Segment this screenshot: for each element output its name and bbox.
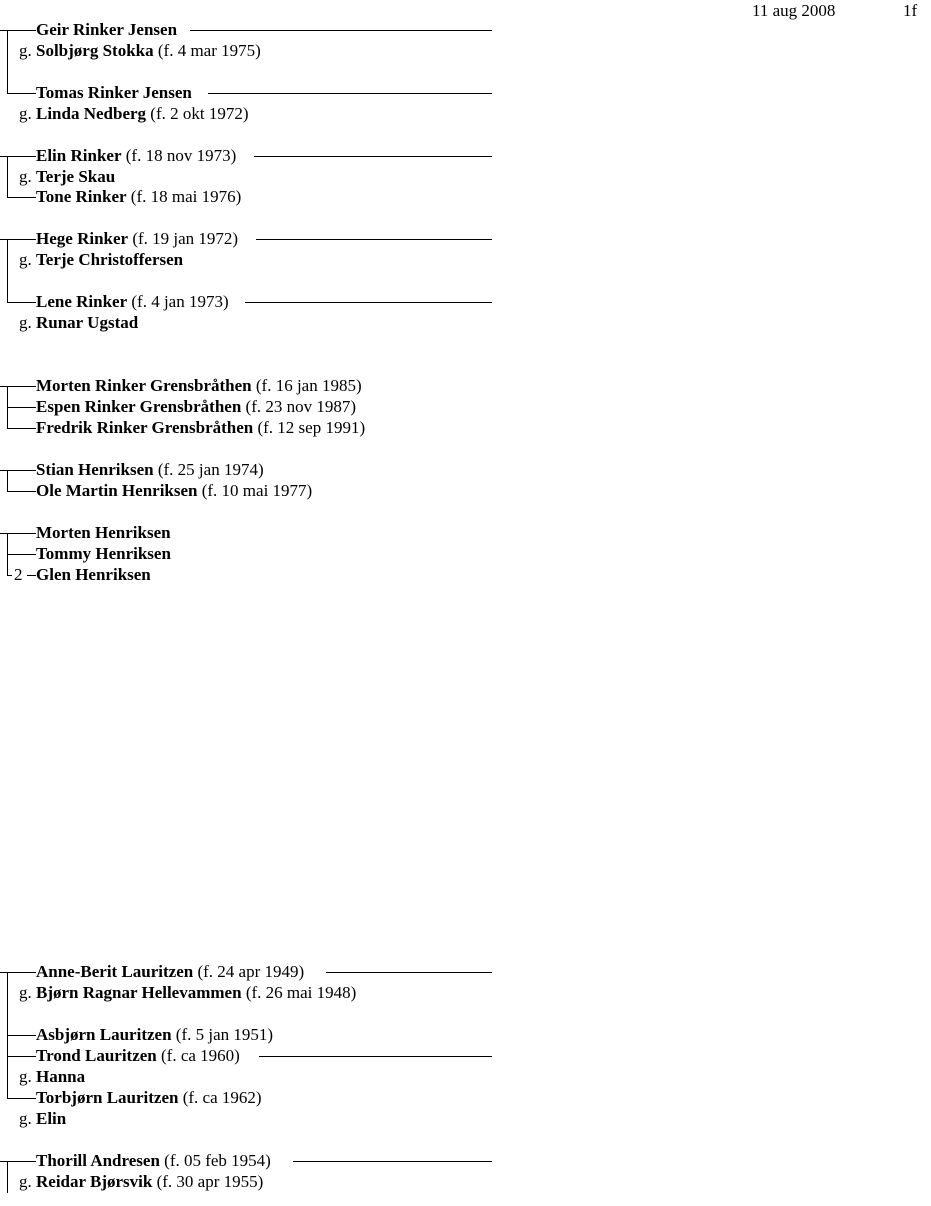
birth-info: (f. 5 jan 1951) [175,1025,274,1044]
tree-connector [7,30,8,94]
tree-connector [7,1035,36,1036]
tree-connector [7,239,8,303]
birth-info: (f. 10 mai 1977) [201,481,313,500]
person-entry [36,397,356,417]
tree-connector [0,30,36,31]
birth-info: (f. 4 mar 1975) [157,41,261,60]
spouse-prefix: g. [19,167,32,186]
person-entry [36,376,362,396]
person-name: Elin Rinker [36,146,122,165]
birth-info: (f. 4 jan 1973) [131,292,229,311]
tree-connector [7,1161,8,1193]
birth-info: (f. 19 jan 1972) [132,229,239,248]
tree-connector [7,156,8,198]
print-date: 11 aug 2008 [752,1,836,20]
tree-connector [7,470,8,491]
spouse-entry [36,104,249,124]
descendant-line [293,1161,492,1162]
spouse-entry [36,1067,85,1087]
person-name: Hege Rinker [36,229,129,248]
person-name: Hanna [36,1067,86,1086]
person-entry [36,544,171,564]
spouse-prefix: g. [19,983,32,1002]
tree-connector [7,554,36,555]
person-entry [36,418,365,438]
spouse-prefix: g. [19,1172,32,1191]
spouse-prefix: g. [19,1109,32,1128]
tree-connector [0,470,36,471]
spouse-prefix: g. [19,250,32,269]
birth-info: (f. ca 1960) [161,1046,240,1065]
person-entry [36,187,241,207]
birth-info: (f. 25 jan 1974) [157,460,264,479]
birth-info: (f. 12 sep 1991) [257,418,366,437]
person-name: Thorill Andresen [36,1151,160,1170]
person-entry [36,565,151,585]
person-name: Torbjørn Lauritzen [36,1088,179,1107]
birth-info: (f. 05 feb 1954) [164,1151,271,1170]
descendant-line [245,302,492,303]
person-name: Fredrik Rinker Grensbråthen [36,418,254,437]
tree-connector [0,239,36,240]
person-name: Morten Henriksen [36,523,171,542]
tree-connector [0,972,36,973]
descendant-line [256,239,492,240]
person-entry [36,229,238,249]
birth-info: (f. ca 1962) [182,1088,262,1107]
birth-info: (f. 18 mai 1976) [130,187,242,206]
person-name: Tomas Rinker Jensen [36,83,192,102]
tree-connector [7,197,36,198]
spouse-entry [36,1172,263,1192]
person-name: Elin [36,1109,67,1128]
tree-connector [7,93,36,94]
spouse-entry [36,250,183,270]
person-name: Lene Rinker [36,292,128,311]
person-name: Ole Martin Henriksen [36,481,198,500]
birth-info: (f. 24 apr 1949) [197,962,305,981]
person-name: Linda Nedberg [36,104,147,123]
branch-number: 2 [14,565,23,584]
spouse-prefix: g. [19,104,32,123]
person-name: Reidar Bjørsvik [36,1172,153,1191]
person-entry [36,481,312,501]
page-number: 1f [903,1,918,20]
person-name: Bjørn Ragnar Hellevammen [36,983,242,1002]
tree-connector [7,575,12,576]
person-name: Glen Henriksen [36,565,151,584]
birth-info: (f. 18 nov 1973) [125,146,237,165]
person-entry [36,962,304,982]
person-name: Stian Henriksen [36,460,154,479]
spouse-entry [36,167,115,187]
person-entry [36,1088,262,1108]
person-name: Morten Rinker Grensbråthen [36,376,252,395]
person-entry [36,146,236,166]
person-name: Solbjørg Stokka [36,41,154,60]
person-entry [36,292,229,312]
person-name: Tommy Henriksen [36,544,171,563]
person-name: Terje Skau [36,167,116,186]
tree-connector [7,1056,36,1057]
person-entry [36,1025,273,1045]
spouse-entry [36,313,138,333]
birth-info: (f. 26 mai 1948) [245,983,357,1002]
person-name: Geir Rinker Jensen [36,20,178,39]
tree-connector [0,1161,36,1162]
birth-info: (f. 23 nov 1987) [245,397,357,416]
spouse-prefix: g. [19,313,32,332]
descendant-line [190,30,492,31]
person-name: Anne-Berit Lauritzen [36,962,194,981]
person-name: Tone Rinker [36,187,127,206]
tree-connector [27,575,36,576]
birth-info: (f. 30 apr 1955) [156,1172,264,1191]
descendant-line [259,1056,492,1057]
birth-info: (f. 16 jan 1985) [255,376,362,395]
birth-info: (f. 2 okt 1972) [150,104,249,123]
spouse-prefix: g. [19,41,32,60]
person-name: Asbjørn Lauritzen [36,1025,172,1044]
tree-connector [7,407,36,408]
spouse-entry [36,983,356,1003]
tree-connector [7,302,36,303]
spouse-prefix: g. [19,1067,32,1086]
person-entry [36,523,171,543]
tree-connector [0,533,36,534]
descendant-line [254,156,492,157]
person-name: Terje Christoffersen [36,250,184,269]
person-name: Espen Rinker Grensbråthen [36,397,242,416]
spouse-entry [36,1109,66,1129]
person-entry [36,1046,240,1066]
tree-connector [0,386,36,387]
tree-connector [0,156,36,157]
person-name: Runar Ugstad [36,313,139,332]
tree-connector [7,491,36,492]
person-name: Trond Lauritzen [36,1046,157,1065]
person-entry [36,83,192,103]
descendant-line [326,972,492,973]
spouse-entry [36,41,261,61]
descendant-line [208,93,492,94]
tree-connector [7,428,36,429]
person-entry [36,20,177,40]
tree-connector [7,1098,36,1099]
person-entry [36,1151,271,1171]
person-entry [36,460,264,480]
